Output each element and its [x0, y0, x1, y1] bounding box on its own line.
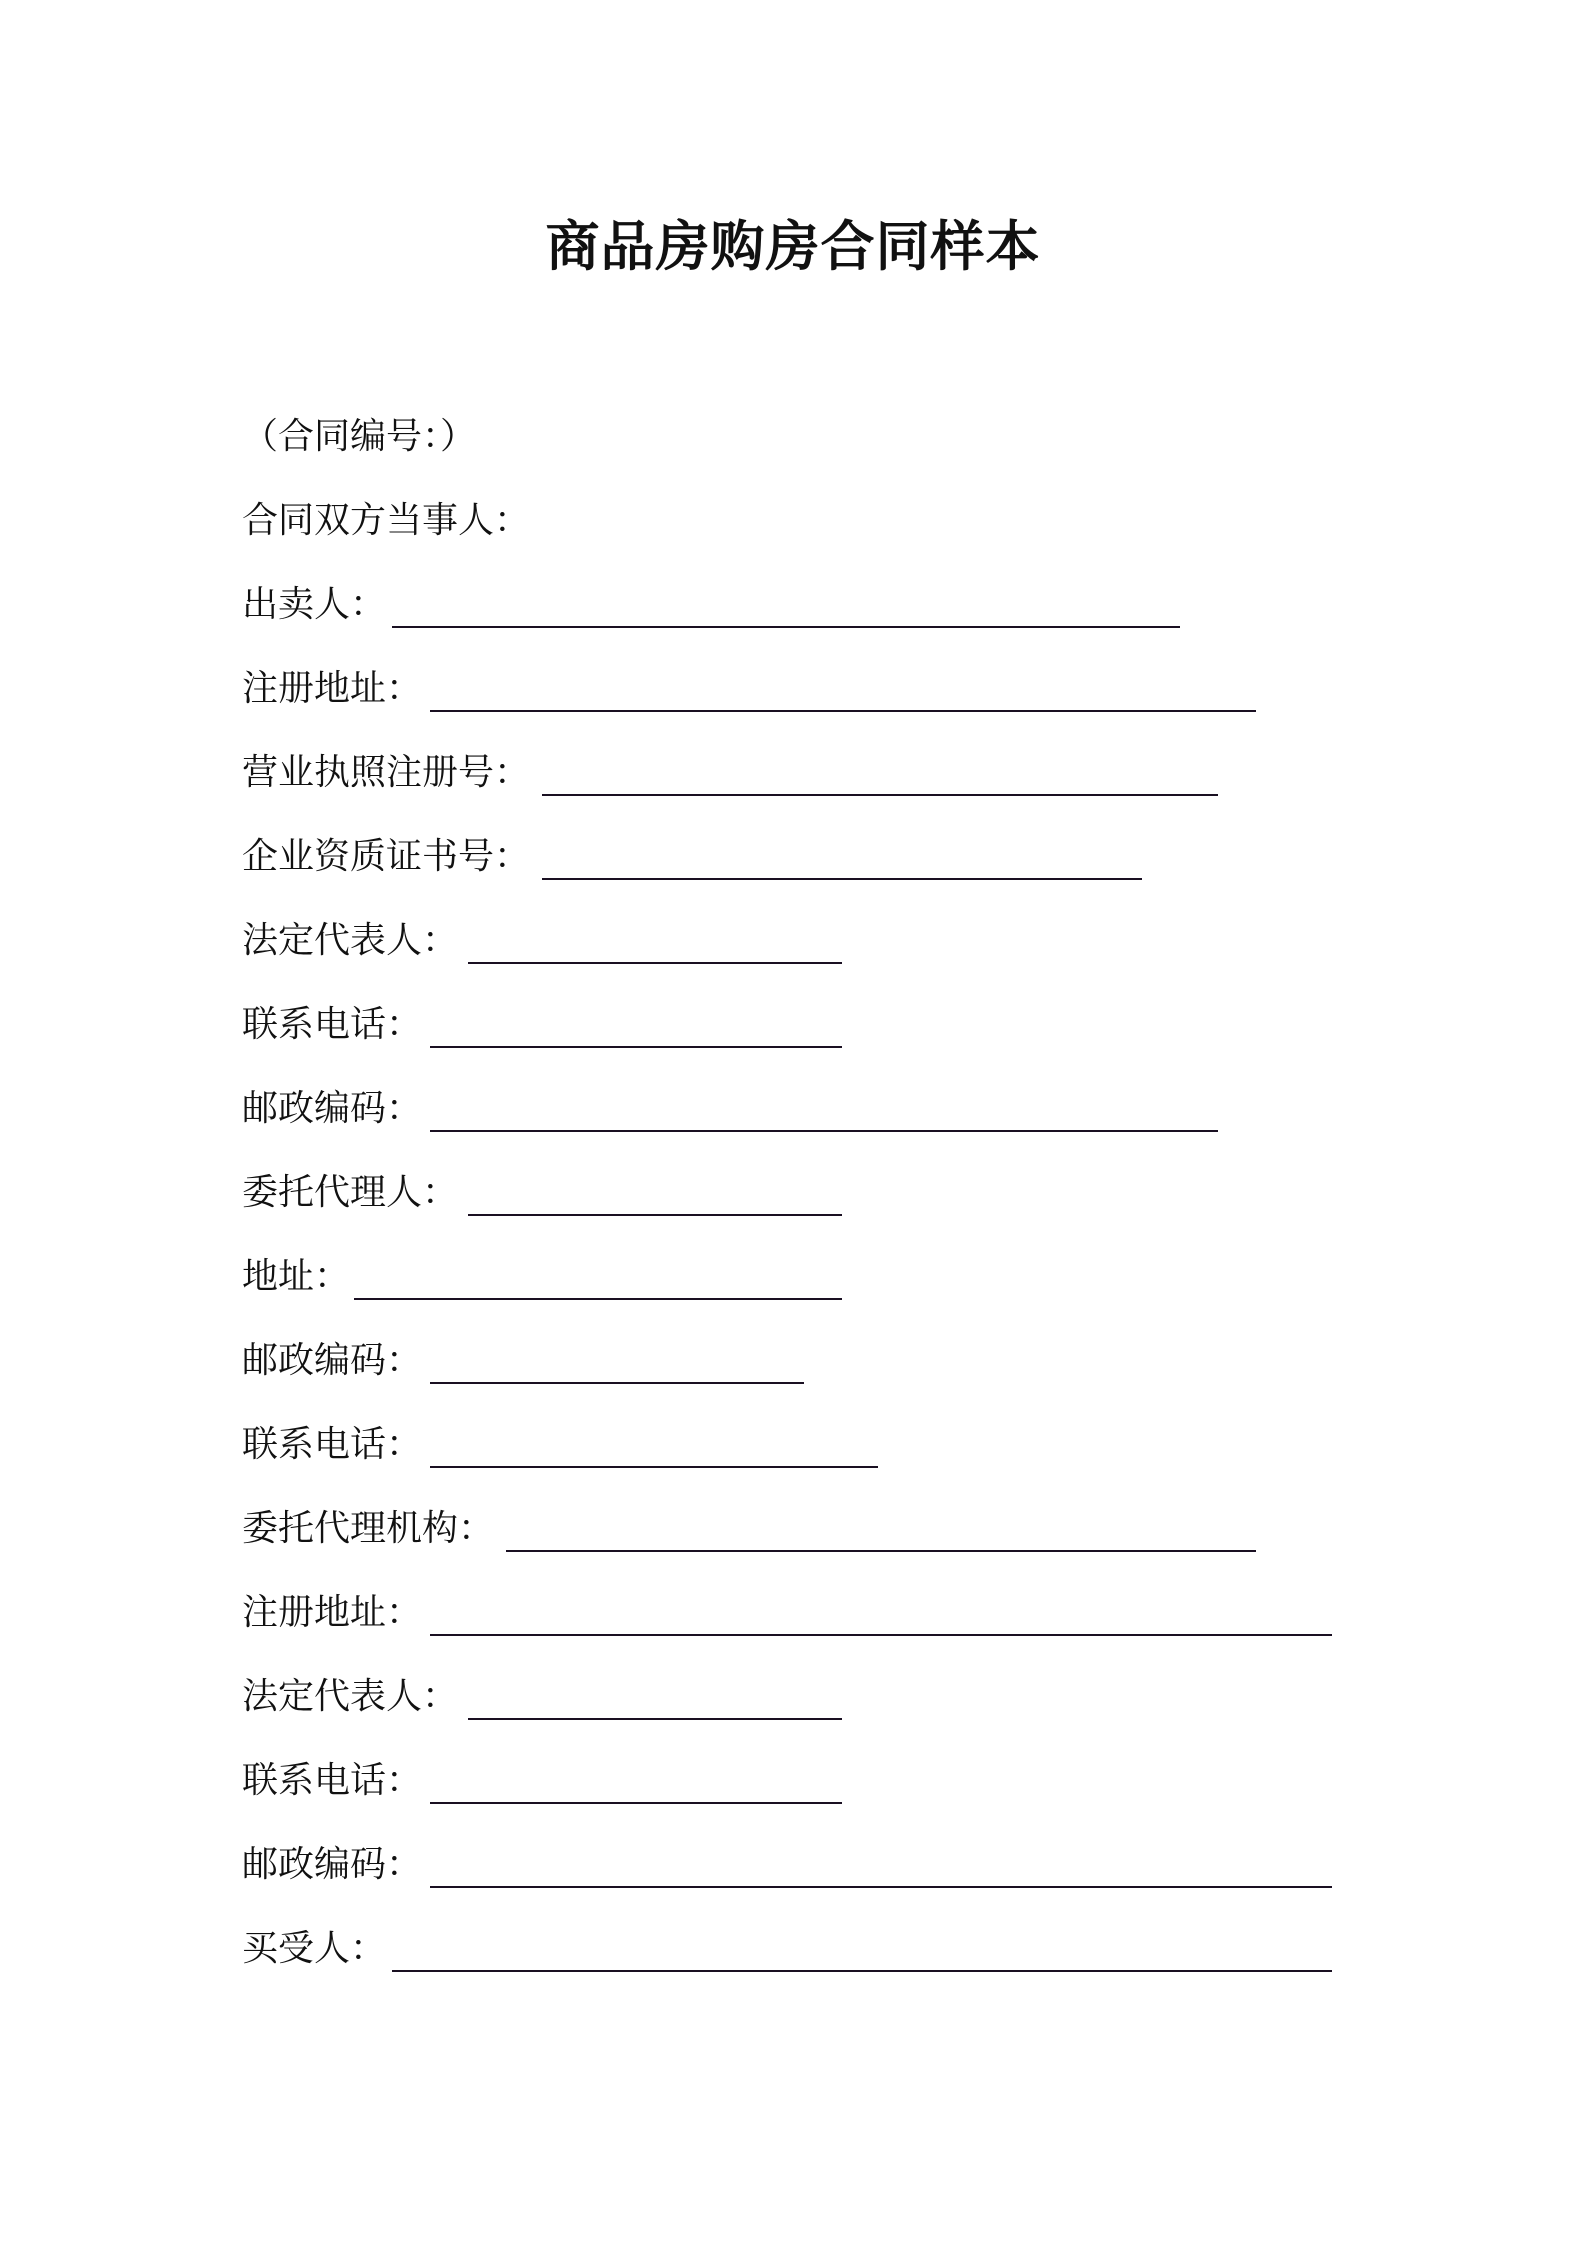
fill-in-line[interactable] — [392, 626, 1180, 628]
field-registered-address — [242, 1588, 1442, 1638]
field-phone — [242, 1420, 1442, 1470]
field-label: 企业资质证书号： — [242, 836, 531, 877]
field-label: 注册地址： — [242, 1592, 423, 1633]
field-postal-code — [242, 1336, 1442, 1386]
fill-in-line[interactable] — [506, 1550, 1256, 1552]
field-label: 联系电话： — [242, 1004, 423, 1045]
fill-in-line[interactable] — [430, 1046, 842, 1048]
page-title: 商品房购房合同样本 — [545, 215, 1041, 278]
field-qualification-cert-no — [242, 832, 1442, 882]
field-label: 委托代理机构： — [242, 1508, 495, 1549]
field-registered-address — [242, 664, 1442, 714]
field-label: 联系电话： — [242, 1424, 423, 1465]
field-label: 地址： — [242, 1256, 351, 1297]
field-label: 邮政编码： — [242, 1340, 423, 1381]
field-label: 邮政编码： — [242, 1088, 423, 1129]
fill-in-line[interactable] — [430, 1802, 842, 1804]
fill-in-line[interactable] — [430, 1634, 1332, 1636]
field-legal-representative — [242, 1672, 1442, 1722]
parties-intro: 合同双方当事人： — [242, 500, 531, 541]
field-phone — [242, 1000, 1442, 1050]
fill-in-line[interactable] — [542, 794, 1218, 796]
fill-in-line[interactable] — [468, 1718, 842, 1720]
fill-in-line[interactable] — [430, 1130, 1218, 1132]
field-label: 买受人： — [242, 1928, 387, 1969]
field-label: 法定代表人： — [242, 920, 459, 961]
fill-in-line[interactable] — [430, 1382, 804, 1384]
field-phone — [242, 1756, 1442, 1806]
fill-in-line[interactable] — [430, 1466, 878, 1468]
fill-in-line[interactable] — [468, 962, 842, 964]
fill-in-line[interactable] — [430, 710, 1256, 712]
field-business-license-no — [242, 748, 1442, 798]
fill-in-line[interactable] — [354, 1298, 842, 1300]
field-label: 委托代理人： — [242, 1172, 459, 1213]
fill-in-line[interactable] — [430, 1886, 1332, 1888]
field-label: 联系电话： — [242, 1760, 423, 1801]
fill-in-line[interactable] — [542, 878, 1142, 880]
field-address — [242, 1252, 1442, 1302]
contract-number: （合同编号：） — [242, 416, 477, 457]
fill-in-line[interactable] — [392, 1970, 1332, 1972]
field-buyer — [242, 1924, 1442, 1974]
field-legal-representative — [242, 916, 1442, 966]
field-label: 注册地址： — [242, 668, 423, 709]
field-agency — [242, 1504, 1442, 1554]
field-authorized-agent — [242, 1168, 1442, 1218]
field-postal-code — [242, 1840, 1442, 1890]
fill-in-line[interactable] — [468, 1214, 842, 1216]
field-label: 出卖人： — [242, 584, 387, 625]
field-seller — [242, 580, 1442, 630]
field-postal-code — [242, 1084, 1442, 1134]
field-label: 法定代表人： — [242, 1676, 459, 1717]
field-label: 邮政编码： — [242, 1844, 423, 1885]
field-label: 营业执照注册号： — [242, 752, 531, 793]
